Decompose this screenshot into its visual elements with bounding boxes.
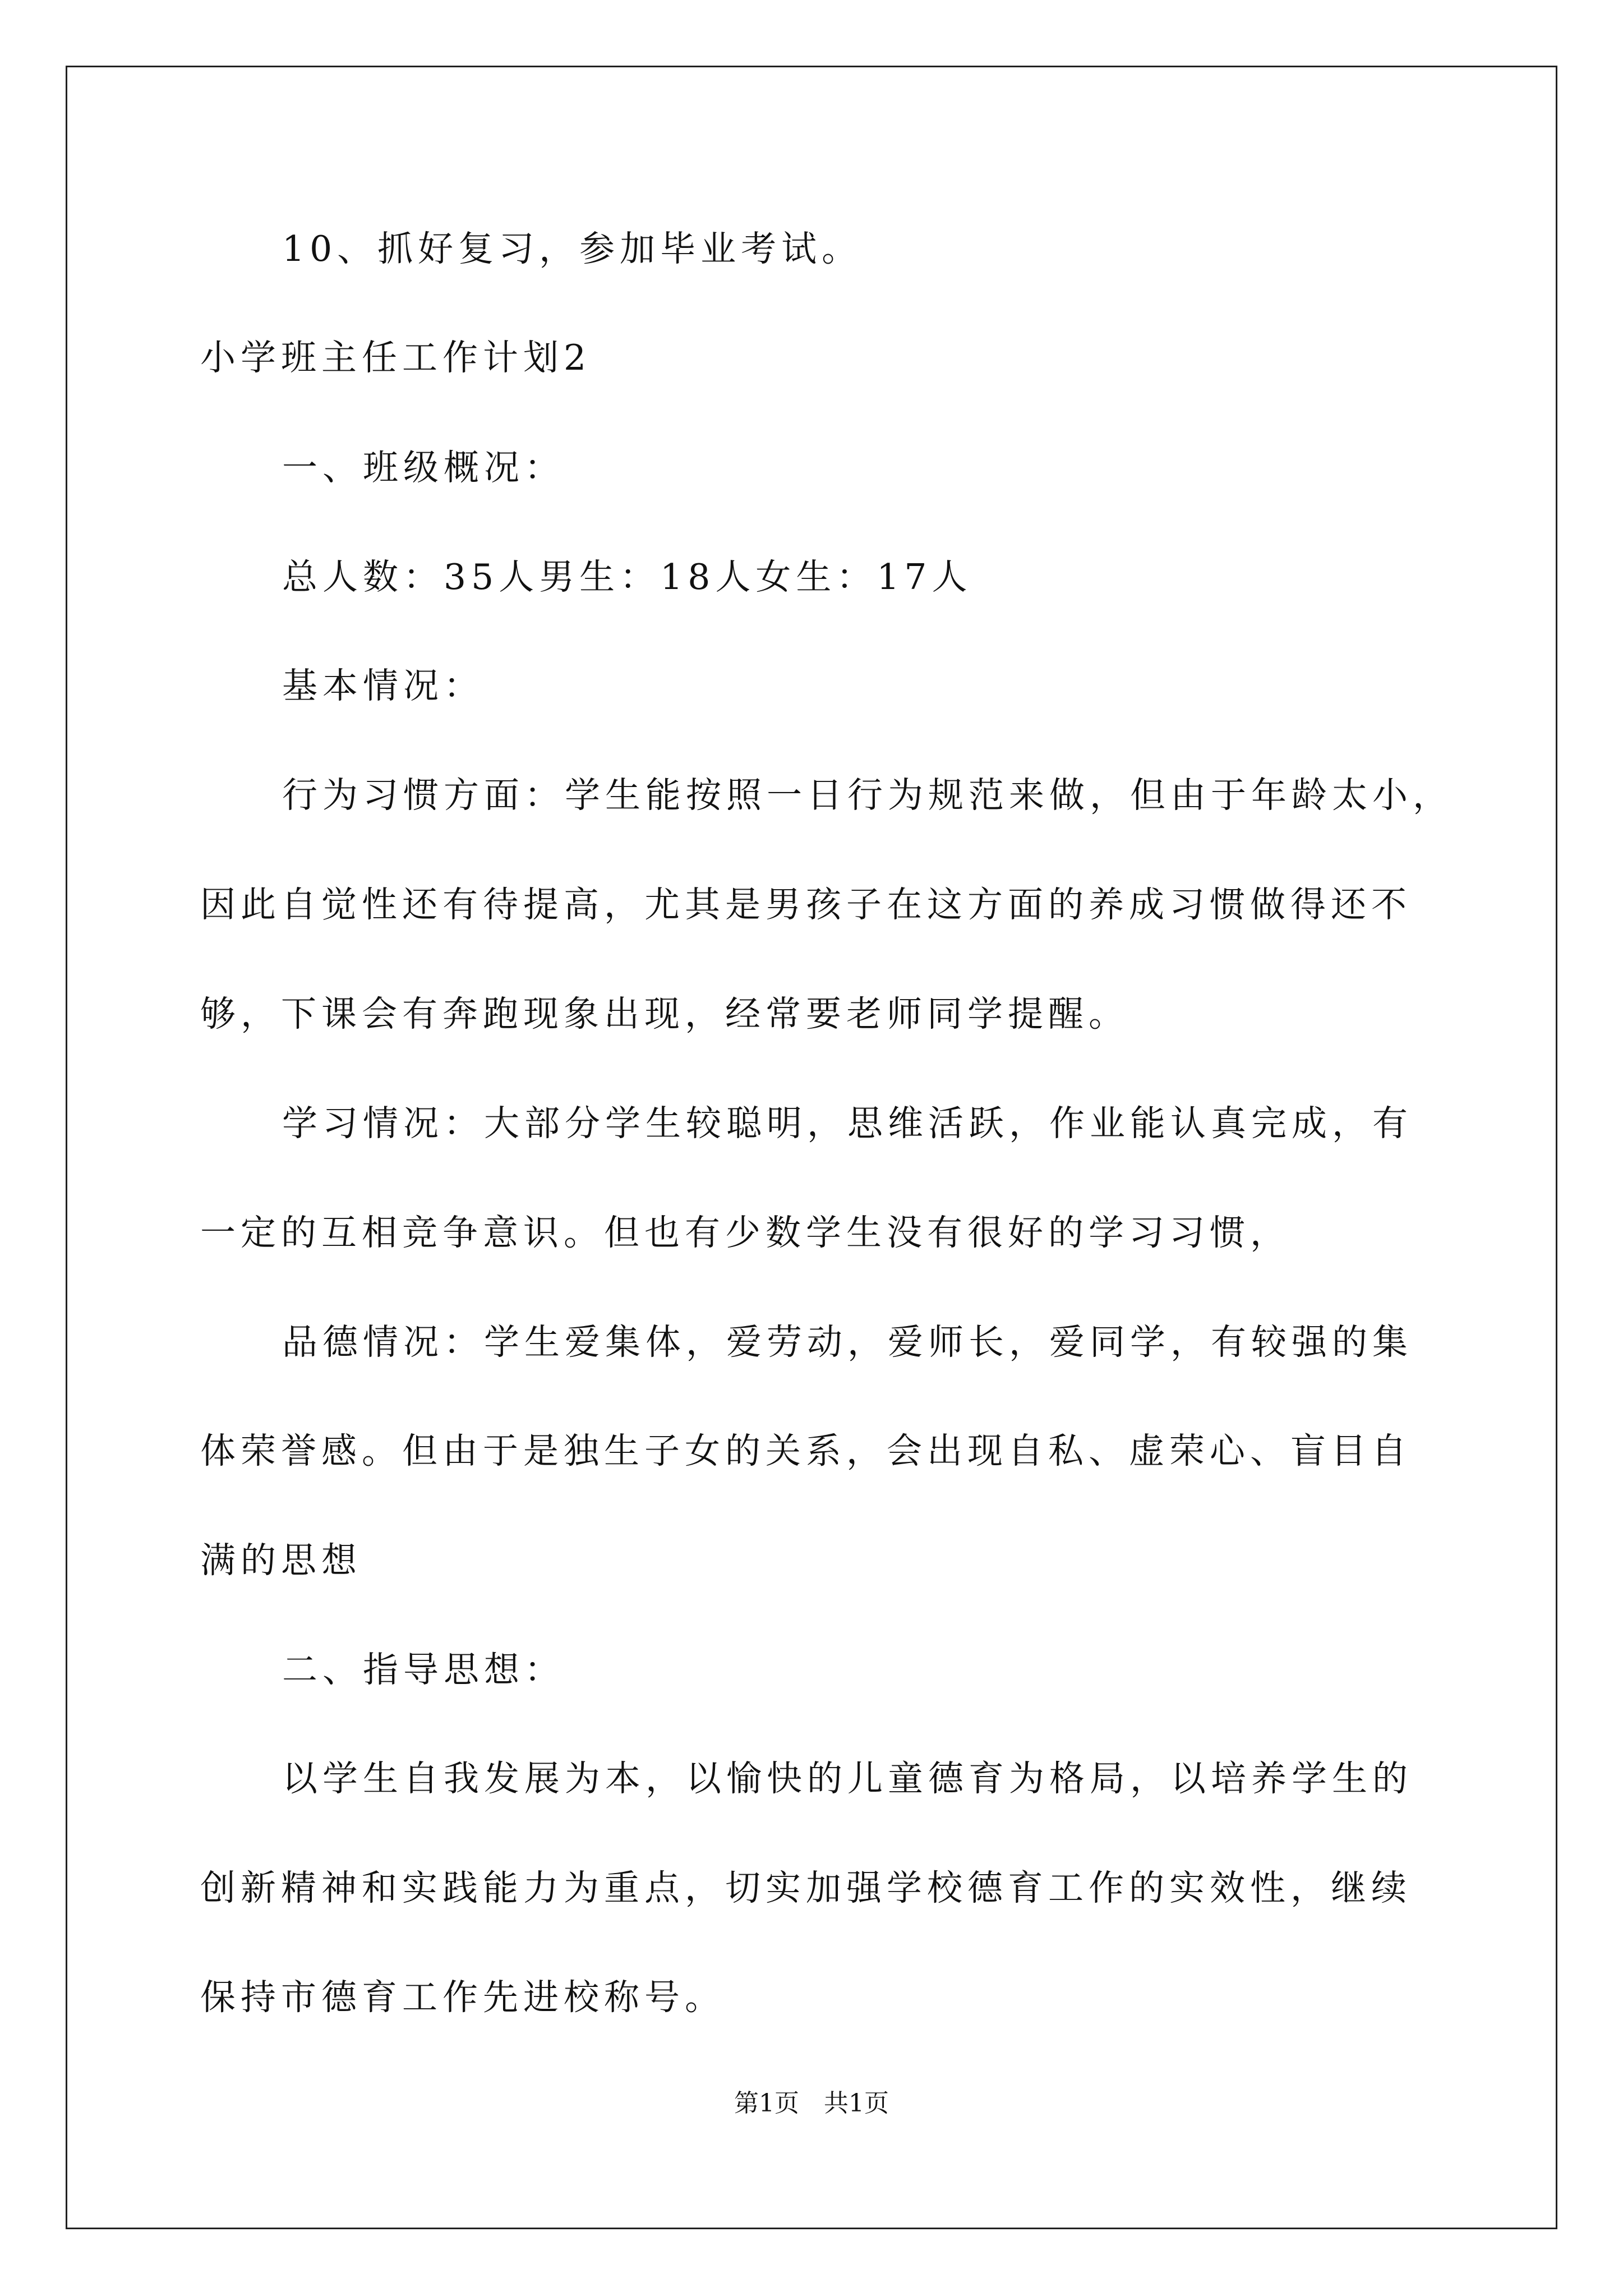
paragraph-line: 够，下课会有奔跑现象出现，经常要老师同学提醒。 <box>200 993 1129 1034</box>
paragraph-line: 10、抓好复习，参加毕业考试。 <box>282 228 863 269</box>
heading-guiding-thought: 二、指导思想： <box>282 1649 565 1690</box>
paragraph-line: 学习情况：大部分学生较聪明，思维活跃，作业能认真完成，有 <box>282 1103 1413 1144</box>
heading-class-overview: 一、班级概况： <box>282 447 565 488</box>
paragraph-line: 品德情况：学生爱集体，爱劳动，爱师长，爱同学，有较强的集 <box>282 1322 1413 1363</box>
paragraph-line: 一定的互相竞争意识。但也有少数学生没有很好的学习习惯， <box>200 1212 1290 1253</box>
page-number-footer: 第1页 共1页 <box>734 2089 889 2118</box>
section-title: 小学班主任工作计划2 <box>200 337 592 378</box>
paragraph-line: 体荣誉感。但由于是独生子女的关系，会出现自私、虚荣心、盲目自 <box>200 1430 1412 1471</box>
paragraph-line: 基本情况： <box>282 665 484 706</box>
paragraph-line: 行为习惯方面：学生能按照一日行为规范来做，但由于年龄太小， <box>282 775 1453 816</box>
paragraph-line: 因此自觉性还有待提高，尤其是男孩子在这方面的养成习惯做得还不 <box>200 884 1412 925</box>
paragraph-line: 满的思想 <box>200 1540 362 1581</box>
paragraph-line: 创新精神和实践能力为重点，切实加强学校德育工作的实效性，继续 <box>200 1867 1412 1908</box>
paragraph-line: 保持市德育工作先进校称号。 <box>200 1977 725 2018</box>
paragraph-line: 以学生自我发展为本，以愉快的儿童德育为格局，以培养学生的 <box>282 1758 1413 1799</box>
paragraph-line: 总人数：35人男生：18人女生：17人 <box>282 556 972 597</box>
